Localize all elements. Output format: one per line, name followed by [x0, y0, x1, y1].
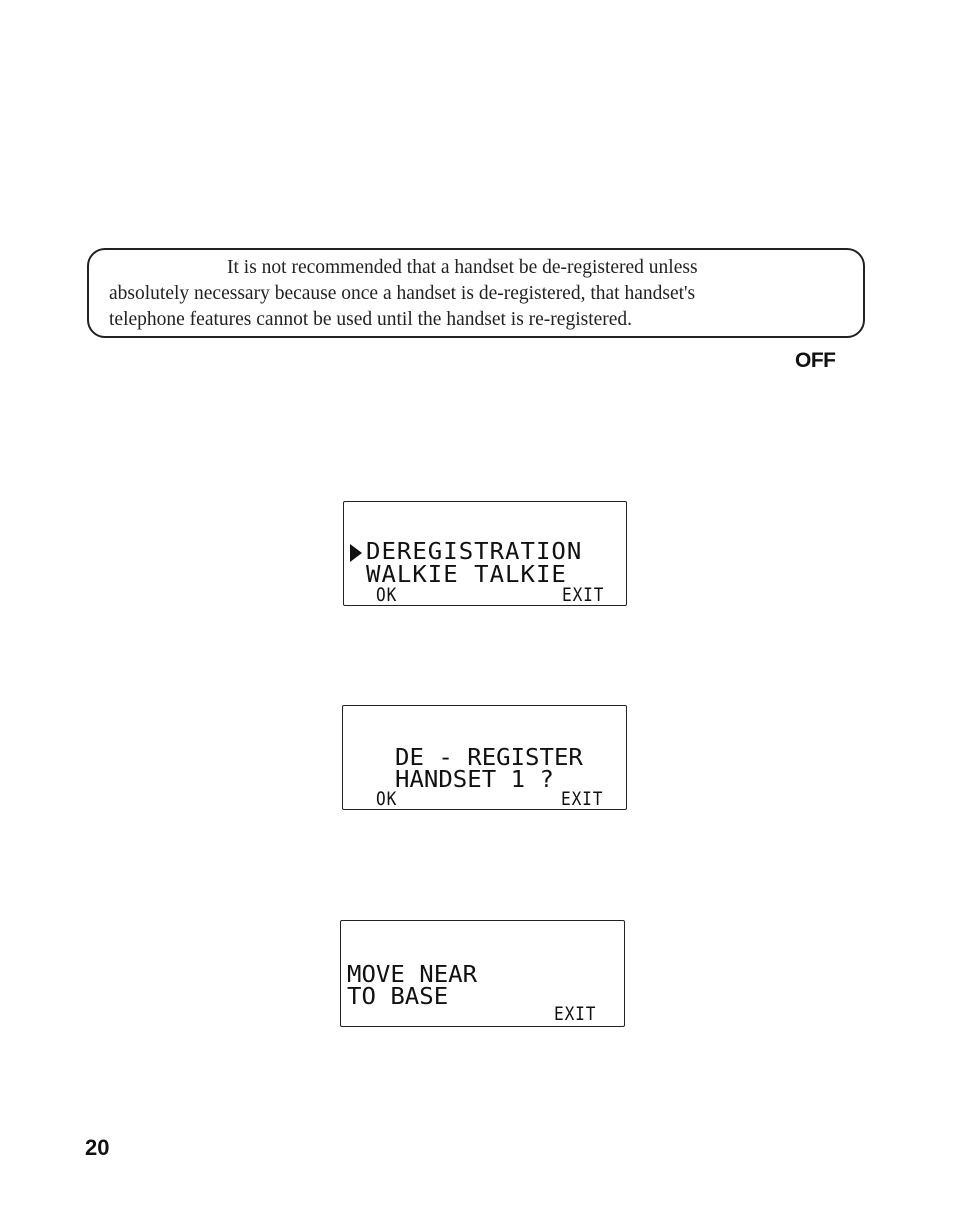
lcd-softkey-exit: EXIT — [554, 1003, 597, 1025]
lcd-line-2: TO BASE — [347, 983, 449, 1010]
lcd-softkey-ok: OK — [376, 584, 398, 606]
lcd-line-1: DEREGISTRATION — [366, 538, 583, 565]
lcd-screen-move-near-base — [340, 920, 625, 1027]
off-key-label: OFF — [795, 349, 836, 372]
lcd-line-1: DE - REGISTER — [395, 744, 583, 771]
lcd-line-2: HANDSET 1 ? — [395, 766, 554, 793]
lcd-line-2: WALKIE TALKIE — [366, 561, 567, 588]
lcd-softkey-exit: EXIT — [561, 788, 604, 810]
caution-note-box — [87, 248, 865, 338]
lcd-softkey-exit: EXIT — [562, 584, 605, 606]
note-line-3: telephone features cannot be used until the handset is re-registered. — [109, 309, 633, 330]
note-line-1: It is not recommended that a handset be de-registered unless — [227, 257, 698, 278]
lcd-screen-deregistration-menu — [343, 501, 627, 606]
triangle-right-icon — [350, 544, 362, 562]
page-number: 20 — [85, 1135, 110, 1160]
note-line-2: absolutely necessary because once a handset is de-registered, that handset's — [109, 283, 696, 304]
lcd-line-1: MOVE NEAR — [347, 961, 478, 988]
lcd-screen-deregister-confirm — [342, 705, 627, 810]
lcd-softkey-ok: OK — [376, 788, 398, 810]
